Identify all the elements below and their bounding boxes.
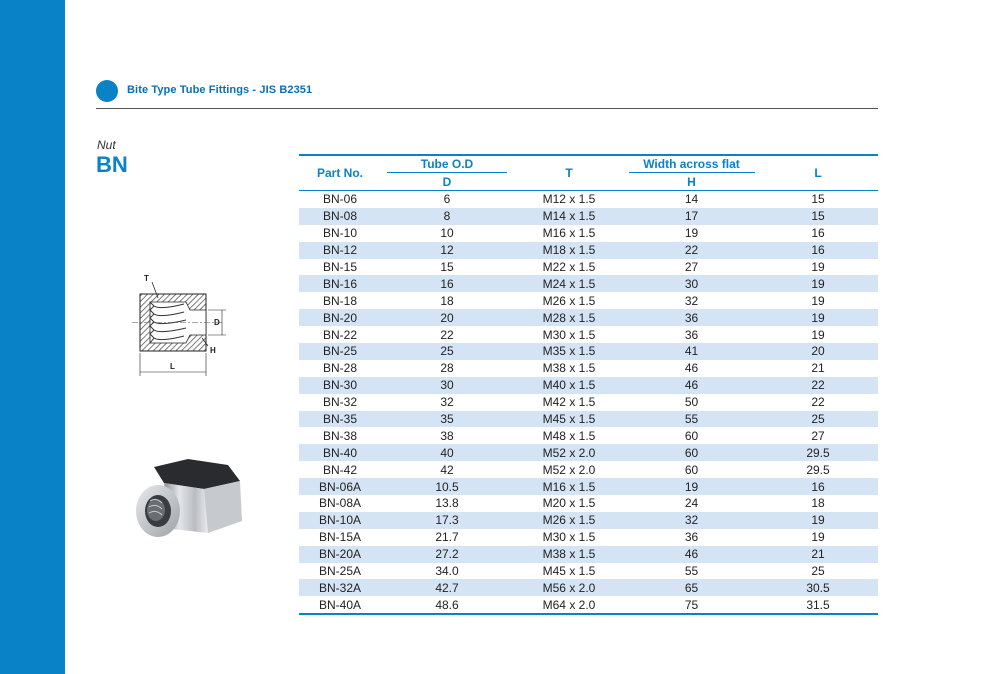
- cell-part-no: BN-15: [322, 260, 357, 274]
- table-row: [299, 495, 878, 512]
- cell-thread-t: M35 x 1.5: [513, 343, 625, 360]
- cell-length-l: 25: [758, 411, 878, 428]
- table-row: [299, 343, 878, 360]
- table-row: [299, 394, 878, 411]
- cell-tube-od-d: 12: [381, 242, 513, 259]
- drawing-label-l: L: [170, 362, 175, 371]
- cell-part-no: BN-20: [299, 309, 381, 326]
- cell-width-h: 60: [625, 444, 758, 461]
- cell-length-l: 20: [758, 343, 878, 360]
- cell-part-no: BN-28: [322, 361, 357, 376]
- cell-length-l: 19: [811, 530, 825, 545]
- cell-length-l: 30.5: [758, 579, 878, 596]
- cell-tube-od-d: 20: [381, 309, 513, 326]
- col-header-h: H: [687, 175, 696, 189]
- cell-part-no: BN-06A: [299, 478, 381, 495]
- spec-table: [299, 154, 878, 615]
- cell-length-l: 27: [811, 428, 825, 443]
- cell-length-l: 16: [758, 478, 878, 495]
- cell-width-h: 50: [684, 395, 699, 410]
- cell-width-h: 60: [684, 428, 699, 443]
- cell-part-no: BN-08A: [318, 496, 362, 511]
- cell-part-no: BN-16: [299, 275, 381, 292]
- cell-length-l: 21: [758, 546, 878, 563]
- cell-length-l: 29.5: [758, 444, 878, 461]
- col-header-width-across-flat: Width across flat: [625, 155, 758, 174]
- cell-length-l: 19: [758, 275, 878, 292]
- cell-length-l: 19: [758, 512, 878, 529]
- cell-thread-t: M26 x 1.5: [513, 512, 625, 529]
- cell-width-h: 24: [684, 496, 699, 511]
- cell-thread-t: M45 x 1.5: [513, 411, 625, 428]
- cell-tube-od-d: 42.7: [381, 579, 513, 596]
- table-row: [299, 208, 878, 225]
- cell-thread-t: M40 x 1.5: [513, 377, 625, 394]
- cell-thread-t: M28 x 1.5: [513, 309, 625, 326]
- col-header-t: T: [565, 166, 573, 180]
- cell-tube-od-d: 38: [440, 428, 454, 443]
- cell-length-l: 29.5: [806, 462, 830, 477]
- table-row: [299, 596, 878, 614]
- cell-tube-od-d: 30: [381, 377, 513, 394]
- cell-tube-od-d: 16: [381, 275, 513, 292]
- cell-width-h: 46: [625, 546, 758, 563]
- cell-length-l: 16: [758, 242, 878, 259]
- cell-width-h: 36: [625, 309, 758, 326]
- cell-length-l: 22: [811, 395, 825, 410]
- cell-tube-od-d: 32: [440, 395, 454, 410]
- cell-thread-t: M20 x 1.5: [542, 496, 596, 511]
- cell-width-h: 55: [684, 564, 699, 579]
- col-header-part-no: Part No.: [316, 166, 363, 180]
- cell-width-h: 17: [625, 208, 758, 225]
- cell-thread-t: M26 x 1.5: [542, 293, 596, 308]
- section-bullet: [96, 80, 118, 102]
- col-header-tube-od: Tube O.D: [381, 155, 513, 174]
- table-row: [299, 427, 878, 444]
- cell-thread-t: M48 x 1.5: [542, 428, 596, 443]
- cell-part-no: BN-10: [322, 226, 357, 241]
- cell-width-h: 46: [625, 377, 758, 394]
- cell-thread-t: M16 x 1.5: [513, 478, 625, 495]
- table-row: [299, 275, 878, 292]
- cell-part-no: BN-22: [322, 327, 357, 342]
- table-row: [299, 292, 878, 309]
- table-row: [299, 191, 878, 208]
- table-row: [299, 444, 878, 461]
- cell-length-l: 21: [811, 361, 825, 376]
- cell-tube-od-d: 28: [440, 361, 454, 376]
- cell-thread-t: M42 x 1.5: [542, 395, 596, 410]
- table-row: [299, 461, 878, 478]
- cell-thread-t: M64 x 2.0: [542, 597, 596, 612]
- cell-thread-t: M22 x 1.5: [542, 260, 596, 274]
- cell-width-h: 19: [684, 226, 699, 241]
- table-row: [299, 512, 878, 529]
- cell-tube-od-d: 42: [440, 462, 454, 477]
- cell-tube-od-d: 34.0: [435, 564, 459, 579]
- cell-tube-od-d: 8: [381, 208, 513, 225]
- cell-part-no: BN-40A: [318, 597, 362, 612]
- cell-tube-od-d: 48.6: [435, 597, 459, 612]
- cell-thread-t: M12 x 1.5: [542, 192, 596, 207]
- cell-tube-od-d: 27.2: [381, 546, 513, 563]
- cell-width-h: 27: [684, 260, 699, 274]
- cell-length-l: 25: [811, 564, 825, 579]
- cell-thread-t: M14 x 1.5: [513, 208, 625, 225]
- cell-tube-od-d: 21.7: [435, 530, 459, 545]
- cell-tube-od-d: 10: [440, 226, 454, 241]
- drawing-label-t: T: [144, 274, 149, 283]
- cell-length-l: 19: [758, 309, 878, 326]
- cell-tube-od-d: 25: [381, 343, 513, 360]
- section-title: Bite Type Tube Fittings - JIS B2351: [127, 84, 313, 96]
- table-row: [299, 225, 878, 242]
- drawing-label-h: H: [210, 346, 216, 355]
- cell-length-l: 15: [811, 192, 825, 207]
- cell-part-no: BN-40: [299, 444, 381, 461]
- cell-width-h: 32: [684, 293, 699, 308]
- cell-length-l: 19: [811, 260, 825, 274]
- table-row: [299, 377, 878, 394]
- cell-tube-od-d: 22: [440, 327, 454, 342]
- product-category: Nut: [97, 138, 116, 152]
- cell-part-no: BN-32A: [299, 579, 381, 596]
- cell-part-no: BN-06: [322, 192, 357, 207]
- left-color-band: [0, 0, 65, 674]
- cell-thread-t: M52 x 2.0: [542, 462, 596, 477]
- cell-length-l: 19: [811, 293, 825, 308]
- cell-tube-od-d: 15: [440, 260, 454, 274]
- drawing-label-d: D: [214, 318, 220, 327]
- cell-tube-od-d: 6: [443, 192, 451, 207]
- cell-part-no: BN-08: [299, 208, 381, 225]
- cell-thread-t: M30 x 1.5: [542, 530, 596, 545]
- cell-length-l: 15: [758, 208, 878, 225]
- cell-tube-od-d: 13.8: [435, 496, 459, 511]
- cell-width-h: 14: [684, 192, 699, 207]
- cell-width-h: 65: [625, 579, 758, 596]
- table-row: [299, 259, 878, 276]
- cell-tube-od-d: 18: [440, 293, 454, 308]
- cell-part-no: BN-35: [299, 411, 381, 428]
- cell-width-h: 60: [684, 462, 699, 477]
- cell-length-l: 18: [811, 496, 825, 511]
- cell-width-h: 36: [684, 530, 699, 545]
- cell-length-l: 31.5: [806, 597, 830, 612]
- cell-width-h: 32: [625, 512, 758, 529]
- cell-thread-t: M30 x 1.5: [542, 327, 596, 342]
- cell-part-no: BN-38: [322, 428, 357, 443]
- cell-length-l: 19: [811, 327, 825, 342]
- cell-width-h: 75: [684, 597, 699, 612]
- cell-width-h: 55: [625, 411, 758, 428]
- table-row: [299, 579, 878, 596]
- cell-thread-t: M18 x 1.5: [513, 242, 625, 259]
- cell-tube-od-d: 40: [381, 444, 513, 461]
- cell-thread-t: M52 x 2.0: [513, 444, 625, 461]
- cell-part-no: BN-42: [322, 462, 357, 477]
- cell-width-h: 46: [684, 361, 699, 376]
- table-row: [299, 326, 878, 343]
- nut-section-drawing: [128, 268, 228, 378]
- cell-thread-t: M24 x 1.5: [513, 275, 625, 292]
- table-row: [299, 563, 878, 580]
- cell-part-no: BN-10A: [299, 512, 381, 529]
- cell-part-no: BN-20A: [299, 546, 381, 563]
- cell-part-no: BN-12: [299, 242, 381, 259]
- cell-part-no: BN-30: [299, 377, 381, 394]
- nut-product-image: [132, 455, 252, 550]
- cell-part-no: BN-25: [299, 343, 381, 360]
- cell-length-l: 22: [758, 377, 878, 394]
- cell-thread-t: M16 x 1.5: [542, 226, 596, 241]
- cell-length-l: 16: [811, 226, 825, 241]
- cell-part-no: BN-15A: [318, 530, 362, 545]
- table-row: [299, 411, 878, 428]
- product-code: BN: [96, 152, 128, 177]
- cell-width-h: 41: [625, 343, 758, 360]
- cell-part-no: BN-18: [322, 293, 357, 308]
- cell-width-h: 36: [684, 327, 699, 342]
- table-row: [299, 360, 878, 377]
- cell-tube-od-d: 17.3: [381, 512, 513, 529]
- table-row: [299, 242, 878, 259]
- col-header-l: L: [814, 166, 822, 180]
- col-header-d: D: [442, 175, 452, 189]
- table-row: [299, 478, 878, 495]
- table-row: [299, 309, 878, 326]
- cell-part-no: BN-32: [322, 395, 357, 410]
- cell-width-h: 22: [625, 242, 758, 259]
- title-divider: [96, 108, 878, 109]
- cell-thread-t: M38 x 1.5: [513, 546, 625, 563]
- cell-part-no: BN-25A: [318, 564, 362, 579]
- cell-tube-od-d: 10.5: [381, 478, 513, 495]
- cell-thread-t: M45 x 1.5: [542, 564, 596, 579]
- cell-tube-od-d: 35: [381, 411, 513, 428]
- cell-width-h: 19: [625, 478, 758, 495]
- cell-thread-t: M38 x 1.5: [542, 361, 596, 376]
- table-row: [299, 529, 878, 546]
- table-row: [299, 546, 878, 563]
- cell-width-h: 30: [625, 275, 758, 292]
- cell-thread-t: M56 x 2.0: [513, 579, 625, 596]
